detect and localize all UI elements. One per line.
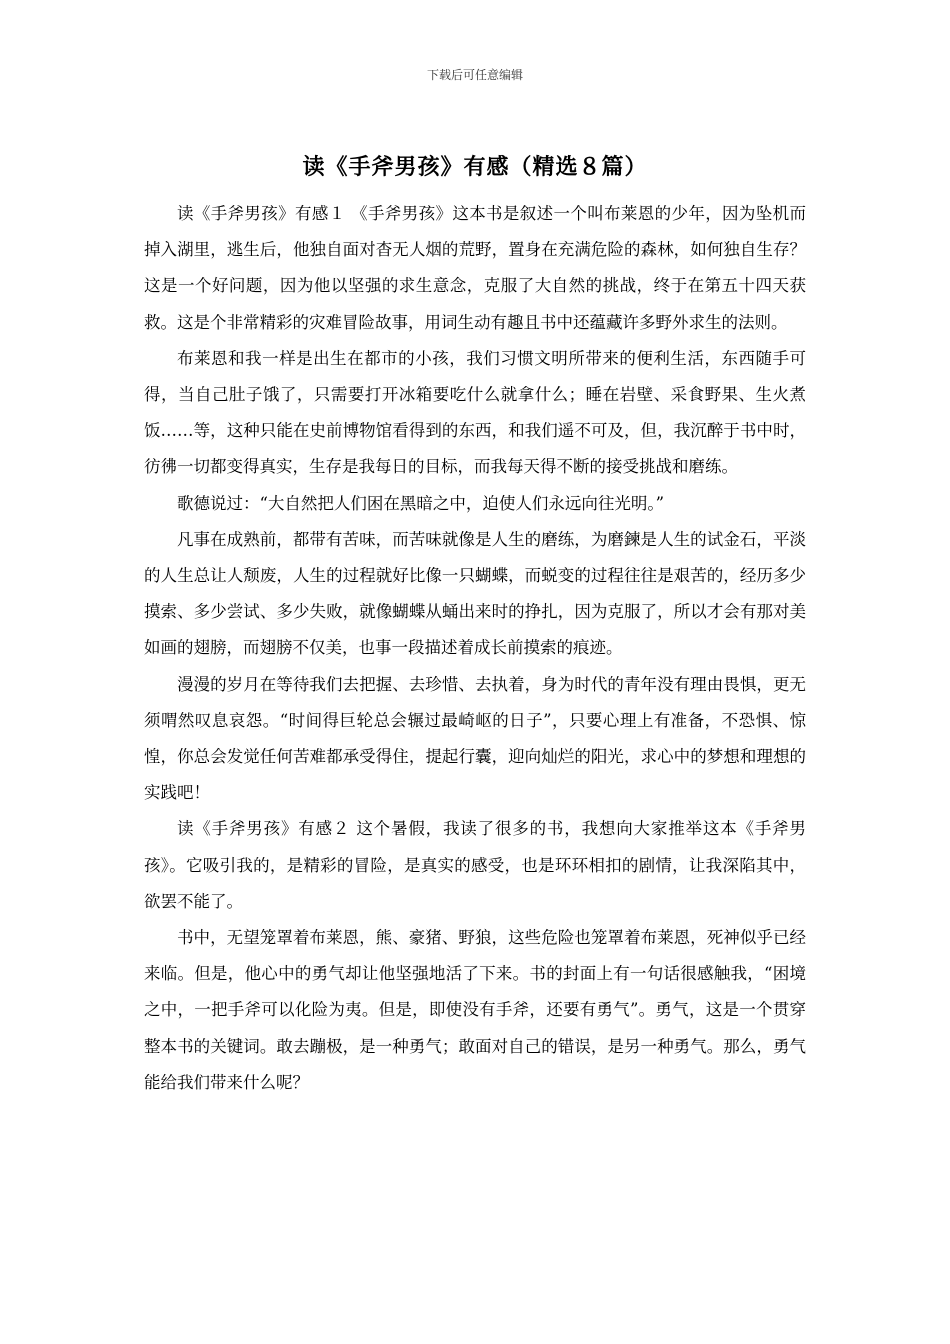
page-header: 下载后可任意编辑 bbox=[426, 68, 523, 82]
paragraph: 读《手斧男孩》有感１ 《手斧男孩》这本书是叙述一个叫布莱恩的少年，因为坠机而掉入湖里，逃生后，他独自面对杳无人烟的荒野，置身在充满危险的森林，如何独自生存？这是一个好问题，因为他以坚强的求生意念，克服了大自然的挑战，终于在第五十四天获救。这是个非常精彩的灾难冒险故事，用词生动有趣且书中还蕴藏许多野外求生的法则。 bbox=[144, 204, 806, 332]
paragraph: 书中，无望笼罩着布莱恩，熊、豪猪、野狼，这些危险也笼罩着布莱恩，死神似乎已经来临。但是，他心中的勇气却让他坚强地活了下来。书的封面上有一句话很感触我，“困境之中，一把手斧可以化险为夷。但是，即使没有手斧，还要有勇气”。勇气，这是一个贯穿整本书的关键词。敢去蹦极，是一种勇气；敢面对自己的错误，是另一种勇气。那么，勇气能给我们带来什么呢？ bbox=[144, 928, 806, 1092]
paragraph: 漫漫的岁月在等待我们去把握、去珍惜、去执着，身为时代的青年没有理由畏惧，更无须喟然叹息哀怨。“时间得巨轮总会辗过最崎岖的日子”，只要心理上有准备，不恐惧、惊惶，你总会发觉任何苦难都承受得住，提起行囊，迎向灿烂的阳光，求心中的梦想和理想的实践吧！ bbox=[144, 674, 806, 803]
document-title: 读《手斧男孩》有感（精选８篇） bbox=[302, 155, 648, 180]
paragraph: 凡事在成熟前，都带有苦味，而苦味就像是人生的磨练，为磨鍊是人生的试金石，平淡的人生总让人颓废，人生的过程就好比像一只蝴蝶，而蜕变的过程往往是艰苦的，经历多少摸索、多少尝试、多少失败，就像蝴蝶从蛹出来时的挣扎，因为克服了，所以才会有那对美如画的翅膀，而翅膀不仅美，也事一段描述着成长前摸索的痕迹。 bbox=[144, 529, 806, 658]
paragraph: 布莱恩和我一样是出生在都市的小孩，我们习惯文明所带来的便利生活，东西随手可得，当自己肚子饿了，只需要打开冰箱要吃什么就拿什么；睡在岩壁、采食野果、生火煮饭……等，这种只能在史前博物馆看得到的东西，和我们遥不可及，但，我沉醉于书中时，彷彿一切都变得真实，生存是我每日的目标，而我每天得不断的接受挑战和磨练。 bbox=[144, 348, 806, 477]
paragraph: 歌德说过：“大自然把人们困在黑暗之中，迫使人们永远向往光明。” bbox=[177, 493, 665, 513]
document-body bbox=[144, 196, 806, 1101]
paragraph: 读《手斧男孩》有感２ 这个暑假，我读了很多的书，我想向大家推举这本《手斧男孩》。它吸引我的，是精彩的冒险，是真实的感受，也是环环相扣的剧情，让我深陷其中，欲罢不能了。 bbox=[144, 819, 806, 911]
